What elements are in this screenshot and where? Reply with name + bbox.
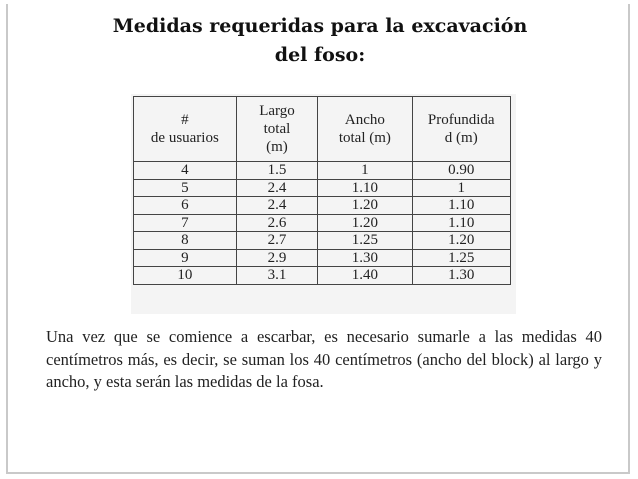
table-cell: 2.6 <box>236 214 318 232</box>
header-line: Largo <box>259 103 295 119</box>
table-cell: 2.4 <box>236 197 318 215</box>
table-header-row <box>134 97 511 162</box>
slide-title <box>40 12 600 70</box>
table-cell: 7 <box>134 214 237 232</box>
header-line: # <box>181 112 189 128</box>
table-cell: 1.20 <box>318 197 412 215</box>
table-cell: 2.7 <box>236 232 318 250</box>
table-cell: 1.10 <box>412 214 511 232</box>
table-row <box>134 162 511 180</box>
table-cell: 1.5 <box>236 162 318 180</box>
table-cell: 1.25 <box>412 249 511 267</box>
table-cell: 1 <box>412 179 511 197</box>
table-cell: 2.9 <box>236 249 318 267</box>
header-line: d (m) <box>444 130 478 146</box>
title-line-1: Medidas requeridas para la excavación <box>112 15 528 37</box>
header-line: Ancho <box>344 112 385 128</box>
bottom-divider <box>6 472 630 474</box>
header-profundidad <box>412 97 511 162</box>
body-paragraph: Una vez que se comience a escarbar, es necesario sumarle a las medidas 40 centímetros más, es decir, se suman los 40 centímetros (ancho del block) al largo y ancho, y esta serán las medidas de la fosa. <box>46 327 602 391</box>
header-usuarios <box>134 97 237 162</box>
table-cell: 3.1 <box>236 267 318 285</box>
header-largo <box>236 97 318 162</box>
table-cell: 2.4 <box>236 179 318 197</box>
measurements-table <box>133 96 511 285</box>
table-cell: 1.25 <box>318 232 412 250</box>
table-row <box>134 197 511 215</box>
table-cell: 6 <box>134 197 237 215</box>
table-cell: 8 <box>134 232 237 250</box>
table-row <box>134 179 511 197</box>
table-row <box>134 214 511 232</box>
table-cell: 10 <box>134 267 237 285</box>
table-cell: 0.90 <box>412 162 511 180</box>
header-line: (m) <box>266 139 288 155</box>
table-row <box>134 267 511 285</box>
header-line: de usuarios <box>150 130 219 146</box>
header-line: Profundida <box>427 112 495 128</box>
header-line: total (m) <box>338 130 391 146</box>
header-ancho <box>318 97 412 162</box>
table-cell: 1.30 <box>318 249 412 267</box>
table-cell: 1.20 <box>412 232 511 250</box>
table-row <box>134 249 511 267</box>
table-cell: 9 <box>134 249 237 267</box>
table-cell: 1.10 <box>318 179 412 197</box>
table-cell: 1.20 <box>318 214 412 232</box>
table-cell: 1 <box>318 162 412 180</box>
table-cell: 1.30 <box>412 267 511 285</box>
title-line-2: del foso: <box>274 44 366 66</box>
table-cell: 1.10 <box>412 197 511 215</box>
table-cell: 1.40 <box>318 267 412 285</box>
header-line: total <box>263 121 291 137</box>
table-cell: 4 <box>134 162 237 180</box>
table-row <box>134 232 511 250</box>
table-cell: 5 <box>134 179 237 197</box>
table-body <box>134 162 511 285</box>
